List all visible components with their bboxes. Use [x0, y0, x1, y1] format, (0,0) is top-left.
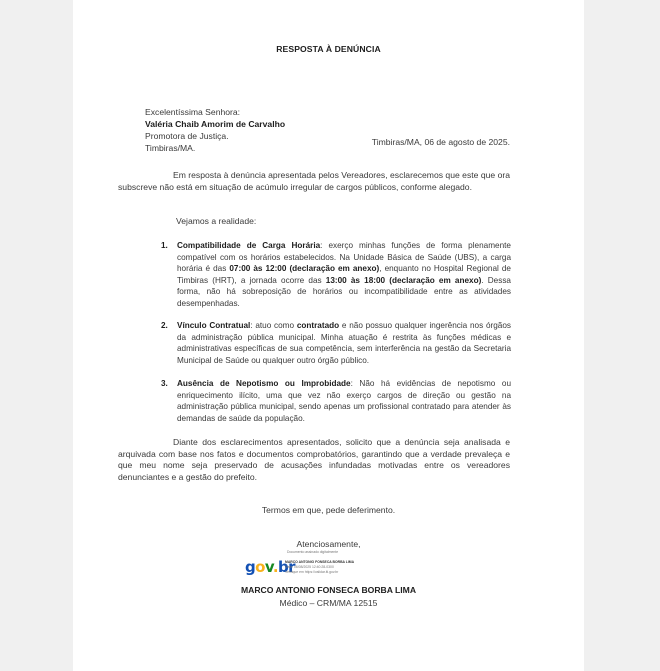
- recipient-name: Valéria Chaib Amorim de Carvalho: [145, 119, 286, 129]
- closing-text: Termos em que, pede deferimento.: [261, 505, 396, 515]
- regards-text: Atenciosamente,: [296, 539, 361, 549]
- govbr-logo-icon: gov.br: [245, 558, 295, 576]
- signer-role: Médico – CRM/MA 12515: [279, 598, 378, 608]
- lead-text: Vejamos a realidade:: [176, 216, 257, 226]
- date-line: Timbiras/MA, 06 de agosto de 2025.: [371, 137, 510, 147]
- conclusion-paragraph: Diante dos esclarecimentos apresentados, solicito que a denúncia seja analisada e arquivada com base nos fatos e documentos comprobatórios, garantindo que a verdade prevaleça e que meu nome seja preservado de acusações infundadas motivadas entre os vereadores denunciantes e a gestão do prefeito.: [118, 437, 510, 482]
- item-text: , enquanto no Hospital Regional de Timbiras (HRT), a jornada ocorre das: [177, 264, 511, 285]
- digital-signature-stamp: [245, 550, 445, 580]
- signature-signer: MARCO ANTONIO FONSECA BORBA LIMA: [285, 560, 355, 564]
- document-title: RESPOSTA À DENÚNCIA: [276, 44, 381, 54]
- document-page: [73, 0, 584, 671]
- recipient-role: Promotora de Justiça.: [145, 131, 229, 141]
- item-text: e não possuo qualquer ingerência nos órgãos da administração pública municipal. Minha atuação é restrita às funções médicas e administrativas específicas de sua competência, sem interferência na gestão da Secretaria Municipal de Saúde ou qualquer outro órgão público.: [177, 321, 512, 365]
- item-text: . Dessa forma, não há sobreposição de horários ou incompatibilidade entre as atividades desempenhadas.: [177, 275, 511, 308]
- item-heading: Ausência de Nepotismo ou Improbidade: [177, 379, 351, 388]
- list-number: 1.: [161, 241, 168, 250]
- item-bold: contratado: [296, 321, 340, 330]
- recipient-location: Timbiras/MA.: [145, 143, 196, 153]
- item-bold: 13:00 às 18:00 (declaração em anexo): [325, 275, 482, 285]
- list-item: [161, 378, 511, 424]
- list-item: [161, 320, 511, 366]
- signer-name: MARCO ANTONIO FONSECA BORBA LIMA: [240, 585, 417, 595]
- item-bold: 07:00 às 12:00 (declaração em anexo): [229, 264, 380, 274]
- signature-date: Data: 06/08/2025 12:40:28-0300: [285, 565, 334, 569]
- item-text: : exerço minhas funções de forma plenamente compatível com os horários estabelecidos. Na Unidade Básica de Saúde (UBS), a carga horária é das: [177, 241, 511, 274]
- intro-paragraph: Em resposta à denúncia apresentada pelos Vereadores, esclarecemos que este que ora subscreve não está em situação de acúmulo irregular de cargos públicos, conforme alegado.: [118, 170, 510, 192]
- list-number: 2.: [161, 321, 168, 330]
- item-heading: Vínculo Contratual: [177, 321, 251, 330]
- item-text: : Não há evidências de nepotismo ou enriquecimento ilícito, uma que vez não exerço cargos de direção ou gestão na administração pública municipal, sendo apenas um profissional contratado para atender às demandas de saúde da população.: [177, 379, 511, 423]
- recipient-salutation: Excelentíssima Senhora:: [145, 107, 241, 117]
- item-text: : atuo como: [250, 321, 297, 330]
- list-item: [161, 240, 511, 310]
- signature-header: Documento assinado digitalmente: [287, 550, 339, 554]
- list-number: 3.: [161, 379, 168, 388]
- item-heading: Compatibilidade de Carga Horária: [177, 241, 321, 250]
- signature-verify-link: Verifique em https://validar.iti.gov.br: [285, 570, 339, 574]
